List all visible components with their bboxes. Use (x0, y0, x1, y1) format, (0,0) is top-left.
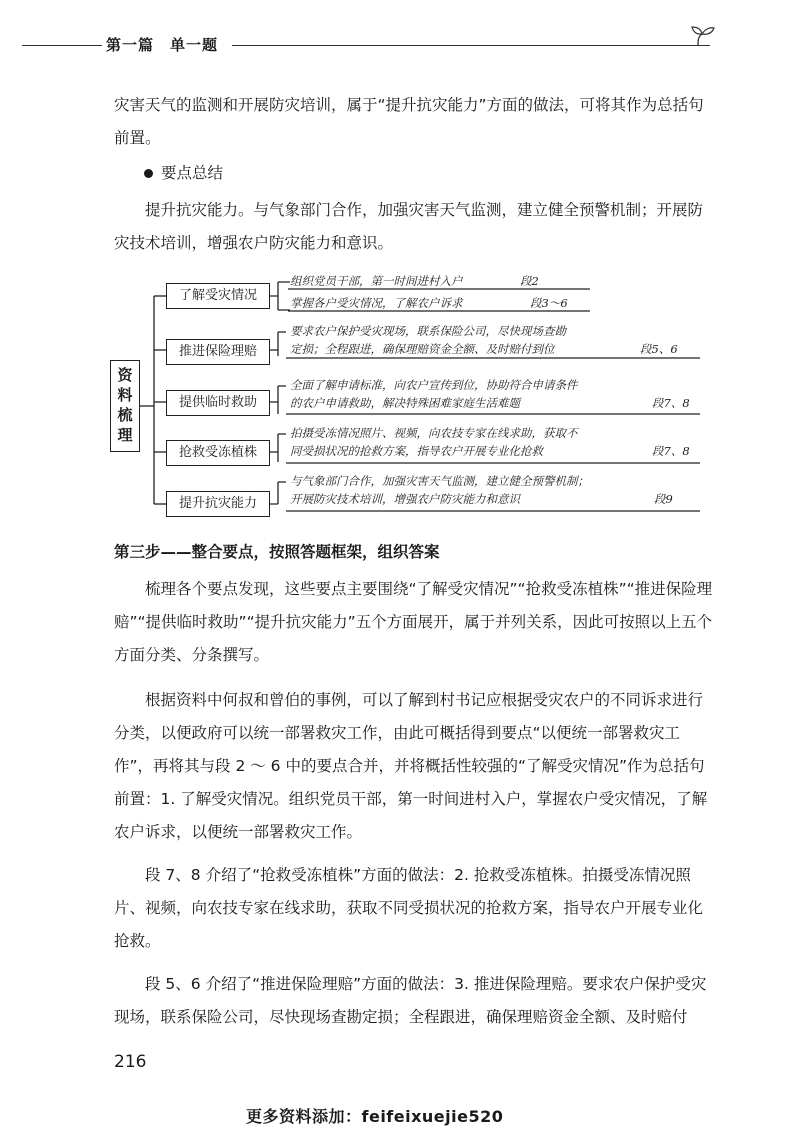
step3-paragraph-4: 段 5、6 介绍了“推进保险理赔”方面的做法：3. 推进保险理赔。要求农户保护受灾现场，联系保险公司，尽快现场查勘定损；全程跟进，确保理赔资金全额、及时赔付 (114, 975, 707, 1026)
step3-paragraph-2: 根据资料中何叔和曾伯的事例，可以了解到村书记应根据受灾农户的不同诉求进行分类，以便政府可以统一部署救灾工作，由此可概括得到要点“以便统一部署救灾工作”，再将其与段 2 ～ 6 中的要点合并，并将概括性较强的“了解受灾情况”作为总括句前置：1. 了解受灾情况。组织党员干部，第一时间进村入户，掌握农户受灾情况，了解农户诉求，以便统一部署救灾工作。 (114, 691, 708, 841)
header-rule-left (22, 45, 102, 46)
branch-detail (290, 424, 578, 460)
branch-detail (290, 322, 566, 358)
branch-detail (290, 272, 463, 290)
bullet-dot-icon (144, 169, 153, 178)
page-number: 216 (114, 1052, 147, 1072)
material-tree-diagram (108, 268, 708, 528)
branch-label: 提供临时救助 (166, 390, 270, 416)
running-header (0, 30, 800, 60)
bullet-heading-text: 要点总结 (161, 164, 224, 182)
branch-detail (290, 472, 589, 508)
sprout-icon (690, 26, 716, 48)
bullet-heading (114, 157, 714, 190)
header-title: 第一篇 单一题 (106, 36, 219, 54)
step3-paragraph-1: 梳理各个要点发现，这些要点主要围绕“了解受灾情况”“抢救受冻植株”“推进保险理赔”“提供临时救助”“提升抗灾能力”五个方面展开，属于并列关系，因此可按照以上五个方面分类、分条撰写。 (114, 580, 713, 664)
branch-label: 了解受灾情况 (166, 283, 270, 309)
detail-ref: 段3～6 (530, 296, 568, 310)
step3-heading: 第三步——整合要点，按照答题框架，组织答案 (114, 543, 440, 561)
branch-label: 推进保险理赔 (166, 339, 270, 365)
branch-label: 提升抗灾能力 (166, 491, 270, 517)
step3-paragraph-3: 段 7、8 介绍了“抢救受冻植株”方面的做法：2. 抢救受冻植株。拍摄受冻情况照片、视频，向农技专家在线求助，获取不同受损状况的抢救方案，指导农户开展专业化抢救。 (114, 866, 704, 950)
detail-line: 掌握各户受灾情况，了解农户诉求 (290, 296, 463, 310)
footer-note: 更多资料添加：feifeixuejie520 (246, 1107, 504, 1126)
intro-paragraph-2: 提升抗灾能力。与气象部门合作，加强灾害天气监测，建立健全预警机制；开展防灾技术培训，增强农户防灾能力和意识。 (114, 201, 704, 252)
detail-ref: 段7、8 (652, 396, 690, 410)
branch-detail (290, 294, 463, 312)
detail-line: 要求农户保护受灾现场，联系保险公司，尽快现场查勘 (290, 324, 566, 338)
detail-line: 拍摄受冻情况照片、视频，向农技专家在线求助，获取不 (290, 426, 578, 440)
detail-line: 与气象部门合作，加强灾害天气监测，建立健全预警机制； (290, 474, 589, 488)
detail-ref: 段2 (520, 274, 539, 288)
branch-label: 抢救受冻植株 (166, 440, 270, 466)
detail-line: 的农户申请救助，解决特殊困难家庭生活难题 (290, 396, 520, 410)
detail-line: 组织党员干部，第一时间进村入户 (290, 274, 463, 288)
detail-line: 定损；全程跟进，确保理赔资金全额、及时赔付到位 (290, 342, 555, 356)
diagram-root: 资料梳理 (110, 360, 140, 452)
intro-section (114, 89, 714, 260)
intro-paragraph-1: 灾害天气的监测和开展防灾培训，属于“提升抗灾能力”方面的做法，可将其作为总括句前置。 (114, 96, 704, 147)
detail-ref: 段9 (654, 492, 673, 506)
detail-ref: 段5、6 (640, 342, 678, 356)
detail-ref: 段7、8 (652, 444, 690, 458)
header-rule-right (232, 45, 710, 46)
detail-line: 同受损状况的抢救方案，指导农户开展专业化抢救 (290, 444, 543, 458)
branch-detail (290, 376, 578, 412)
step3-section (114, 536, 714, 1034)
detail-line: 全面了解申请标准，向农户宣传到位，协助符合申请条件 (290, 378, 578, 392)
detail-line: 开展防灾技术培训，增强农户防灾能力和意识 (290, 492, 520, 506)
